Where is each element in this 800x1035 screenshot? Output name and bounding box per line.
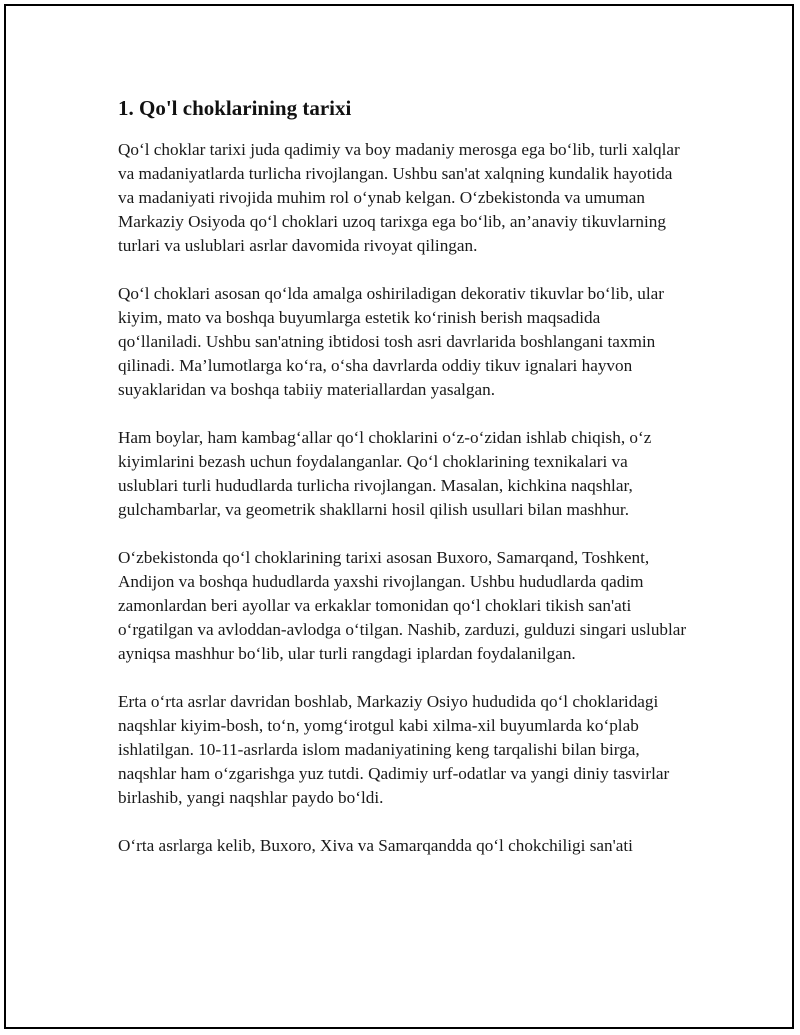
paragraph-3: Ham boylar, ham kambag‘allar qo‘l choklarini o‘z-o‘zidan ishlab chiqish, o‘z kiyimlarini bezash uchun foydalanganlar. Qo‘l choklarining texnikalari va uslublari turli hududlarda turlicha rivojlangan. Masalan, kichkina naqshlar, gulchambarlar, va geometrik shakllarni hosil qilish usullari bilan mashhur. [118,428,652,519]
paragraph-6: O‘rta asrlarga kelib, Buxoro, Xiva va Samarqandda qo‘l chokchiligi san'ati [118,836,633,855]
paragraph-2: Qo‘l choklari asosan qo‘lda amalga oshiriladigan dekorativ tikuvlar bo‘lib, ular kiyim, mato va boshqa buyumlarga estetik ko‘rinish berish maqsadida qo‘llaniladi. Ushbu san'atning ibtidosi tosh asri davrlarida boshlangani taxmin qilinadi. Ma’lumotlarga ko‘ra, o‘sha davrlarda oddiy tikuv ignalari hayvon suyaklaridan va boshqa tabiiy materiallardan yasalgan. [118,284,665,399]
section-heading: 1. Qo'l choklarining tarixi [118,96,352,120]
paragraph-4: O‘zbekistonda qo‘l choklarining tarixi asosan Buxoro, Samarqand, Toshkent, Andijon va boshqa hududlarda yaxshi rivojlangan. Ushbu hududlarda qadim zamonlardan beri ayollar va erkaklar tomonidan qo‘l choklari tikish san'ati o‘rgatilgan va avloddan-avlodga o‘tilgan. Nashib, zarduzi, gulduzi singari uslublar ayniqsa mashhur bo‘lib, ular turli rangdagi iplardan foydalanilgan. [118,548,687,663]
paragraph-5: Erta o‘rta asrlar davridan boshlab, Markaziy Osiyo hududida qo‘l choklaridagi naqshlar kiyim-bosh, to‘n, yomg‘irotgul kabi xilma-xil buyumlarda ko‘plab ishlatilgan. 10-11-asrlarda islom madaniyatining keng tarqalishi bilan birga, naqshlar ham o‘zgarishga yuz tutdi. Qadimiy urf-odatlar va yangi diniy tasvirlar birlashib, yangi naqshlar paydo bo‘ldi. [118,692,670,807]
paragraph-1: Qo‘l choklar tarixi juda qadimiy va boy madaniy merosga ega bo‘lib, turli xalqlar va madaniyatlarda turlicha rivojlangan. Ushbu san'at xalqning kundalik hayotida va madaniyati rivojida muhim rol o‘ynab kelgan. O‘zbekistonda va umuman Markaziy Osiyoda qo‘l choklari uzoq tarixga ega bo‘lib, an’anaviy tikuvlarning turlari va uslublari asrlar davomida rivoyat qilingan. [118,140,680,255]
document-body [118,94,688,882]
